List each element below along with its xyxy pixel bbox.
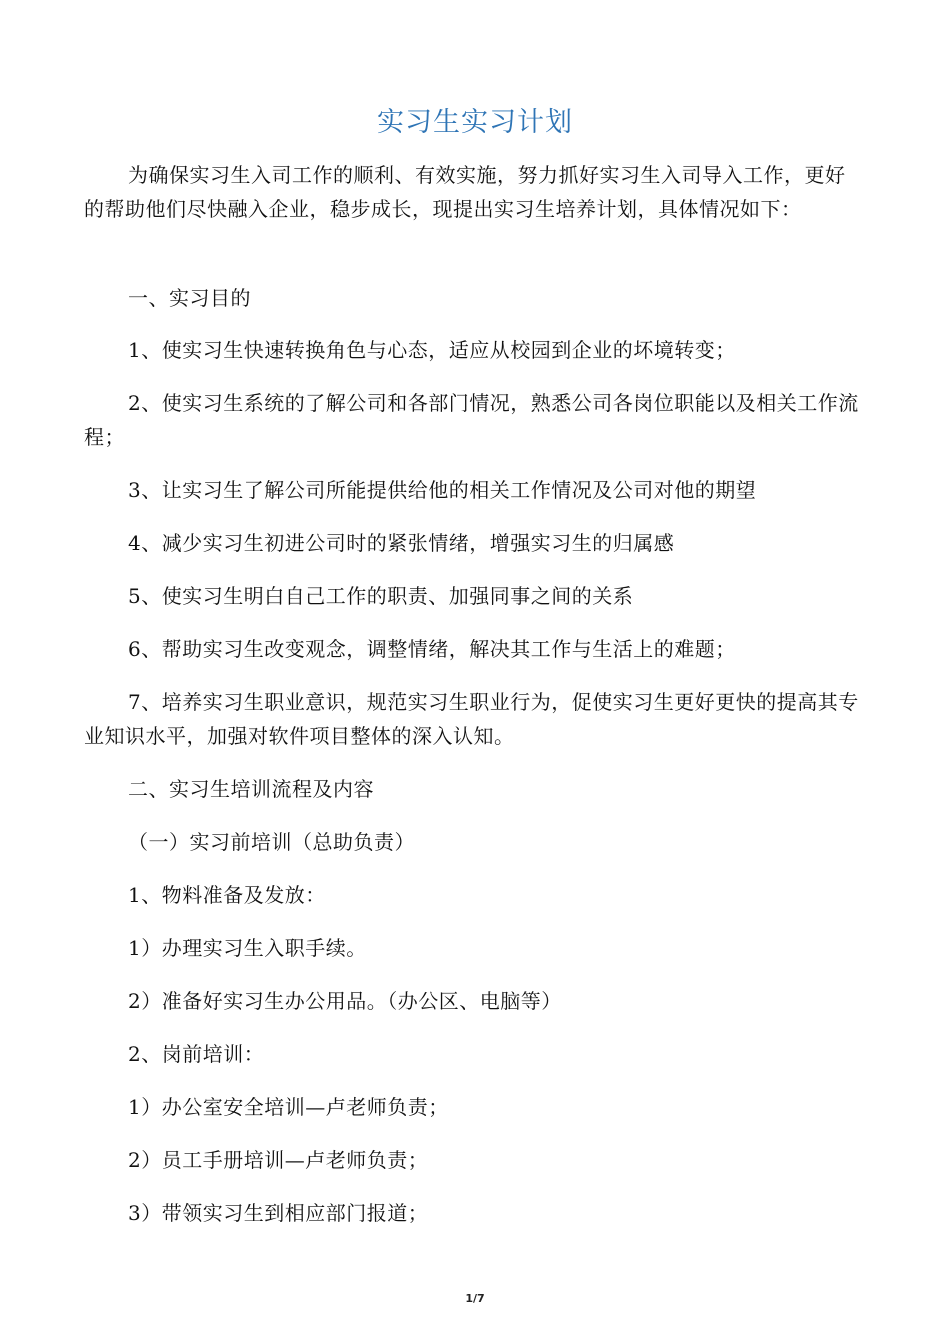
training-item-materials-2: 2）准备好实习生办公用品。（办公区、电脑等）	[128, 989, 562, 1013]
purpose-item-5: 5、使实习生明白自己工作的职责、加强同事之间的关系	[128, 584, 634, 608]
purpose-item-2: 2、使实习生系统的了解公司和各部门情况，熟悉公司各岗位职能以及相关工作流程；	[84, 391, 859, 449]
training-item-pre-job-3: 3）带领实习生到相应部门报道；	[128, 1201, 429, 1225]
training-item-materials: 1、物料准备及发放：	[128, 883, 326, 907]
purpose-item-7: 7、培养实习生职业意识，规范实习生职业行为，促使实习生更好更快的提高其专业知识水平，加强对软件项目整体的深入认知。	[84, 690, 859, 748]
section-heading-training: 二、实习生培训流程及内容	[128, 777, 374, 801]
page-number: 1/7	[465, 1292, 485, 1305]
page-title: 实习生实习计划	[377, 107, 573, 138]
purpose-item-6: 6、帮助实习生改变观念，调整情绪，解决其工作与生活上的难题；	[128, 637, 736, 661]
section-heading-purpose: 一、实习目的	[128, 286, 251, 310]
training-item-pre-job-1: 1）办公室安全培训—卢老师负责；	[128, 1095, 449, 1119]
intro-paragraph: 为确保实习生入司工作的顺利、有效实施，努力抓好实习生入司导入工作，更好的帮助他们尽快融入企业，稳步成长，现提出实习生培养计划，具体情况如下：	[84, 163, 846, 221]
training-item-pre-job-2: 2）员工手册培训—卢老师负责；	[128, 1148, 429, 1172]
training-item-materials-1: 1）办理实习生入职手续。	[128, 936, 367, 960]
training-item-pre-job: 2、岗前培训：	[128, 1042, 265, 1066]
subsection-pre-training: （一）实习前培训（总助负责）	[128, 830, 415, 854]
purpose-item-1: 1、使实习生快速转换角色与心态，适应从校园到企业的坏境转变；	[128, 338, 736, 362]
purpose-item-3: 3、让实习生了解公司所能提供给他的相关工作情况及公司对他的期望	[128, 478, 757, 502]
purpose-item-4: 4、减少实习生初进公司时的紧张情绪，增强实习生的归属感	[128, 531, 675, 555]
